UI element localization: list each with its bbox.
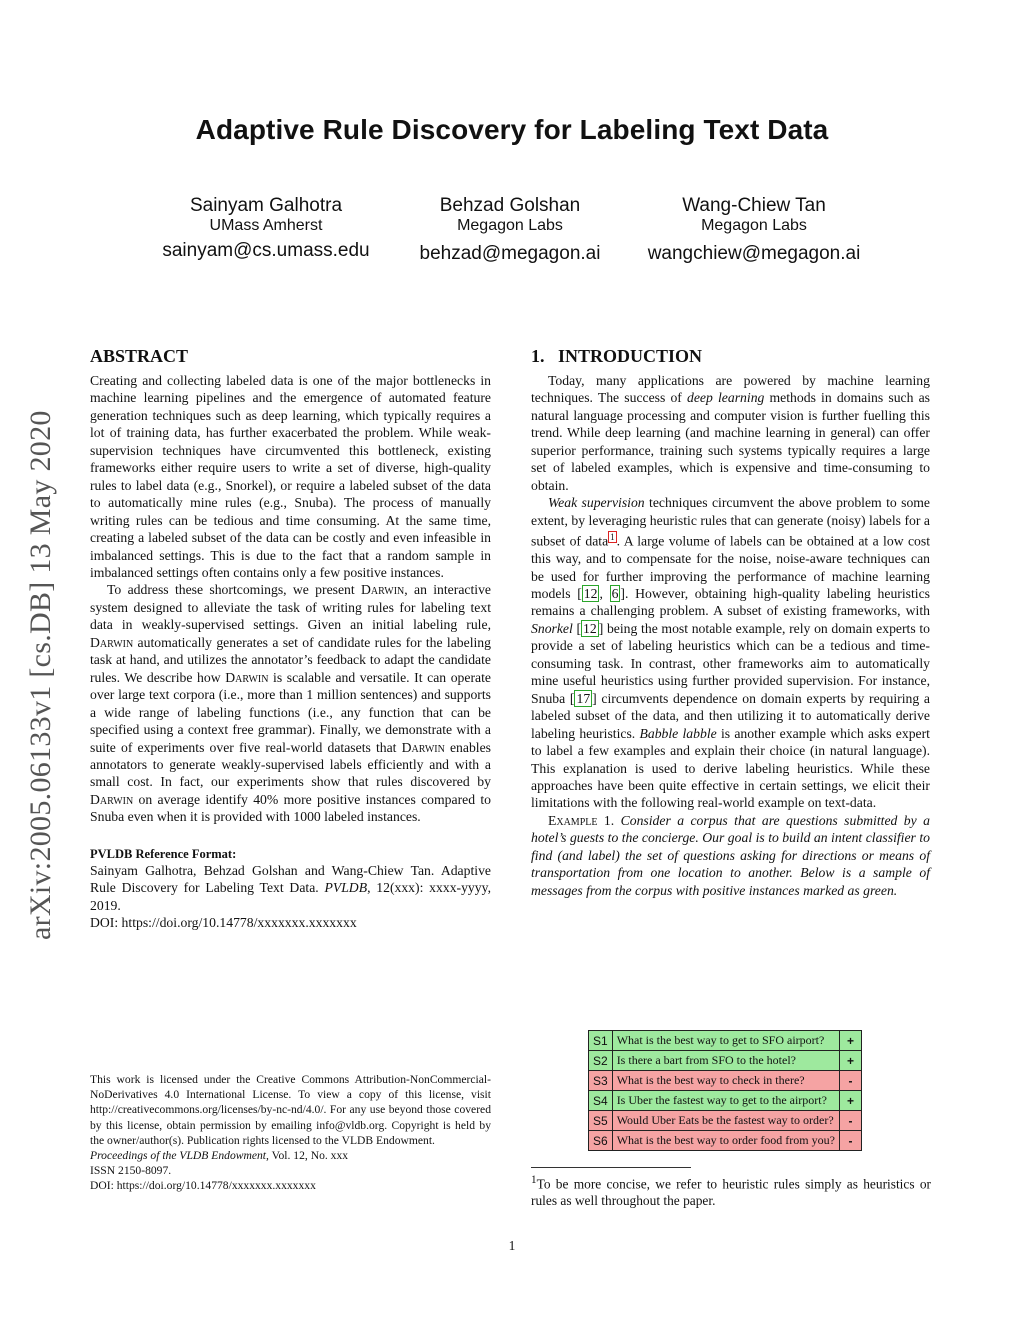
author-name: Wang-Chiew Tan xyxy=(682,195,826,216)
example-1: Example 1. Consider a corpus that are questions submitted by a hotel’s guests to the concierge. Our goal is to build an intent classifier to find (and label) the set of questions asking for directions or means of transportation from one location to another. Below is a sample of messages from the corpus with positive instances marked as green. xyxy=(531,812,930,898)
sample-id: S2 xyxy=(589,1051,613,1071)
author-email: sainyam@cs.umass.edu xyxy=(162,240,370,261)
arxiv-identifier: arXiv:2005.06133v1 [cs.DB] 13 May 2020 xyxy=(24,410,57,940)
pvldb-citation: Sainyam Galhotra, Behzad Golshan and Wang-Chiew Tan. Adaptive Rule Discovery for Labeling Text Data. PVLDB, 12(xxx): xxxx-yyyy, 2019. xyxy=(90,862,491,913)
sample-messages-table xyxy=(588,1030,862,1151)
sample-label: - xyxy=(839,1111,861,1131)
citation-link-12[interactable]: 12 xyxy=(583,586,598,601)
abstract-paragraph-1: Creating and collecting labeled data is one of the major bottlenecks in machine learning pipelines and the emergence of automated feature generation techniques such as deep learning, which typically requires a lot of training data, has further exacerbated the problem. While weak-supervision techniques have circumvented this bottleneck, existing frameworks either require users to write a set of diverse, high-quality rules to label data (e.g., Snorkel), or require a labeled subset of the data to automatically mine rules (e.g., Snuba). The process of manually writing rules can be tedious and time consuming. At the same time, creating a labeled subset of the data can be costly and even infeasible in imbalanced settings. This is due to the fact that a random sample in imbalanced settings often contains only a few positive instances. xyxy=(90,373,491,580)
sample-label: - xyxy=(839,1071,861,1091)
table-row xyxy=(589,1051,862,1071)
license-doi: DOI: https://doi.org/10.14778/xxxxxxx.xxxxxxx xyxy=(90,1179,316,1193)
sample-text: Is Uber the fastest way to get to the airport? xyxy=(612,1091,839,1111)
citation-link-6[interactable]: 6 xyxy=(611,586,619,601)
author-email: wangchiew@megagon.ai xyxy=(647,243,861,264)
sample-text: What is the best way to order food from you? xyxy=(612,1131,839,1151)
sample-text: What is the best way to check in there? xyxy=(612,1071,839,1091)
left-column xyxy=(90,345,491,932)
table-row xyxy=(589,1091,862,1111)
sample-label: - xyxy=(839,1131,861,1151)
proceedings-line: Proceedings of the VLDB Endowment, Vol. 12, No. xxx xyxy=(90,1149,349,1163)
sample-text: What is the best way to get to SFO airport? xyxy=(612,1031,839,1051)
page-number: 1 xyxy=(508,1238,516,1253)
citation-link-12[interactable]: 12 xyxy=(583,620,597,636)
footnote-link[interactable]: 1 xyxy=(610,532,615,543)
sample-id: S1 xyxy=(589,1031,613,1051)
sample-id: S3 xyxy=(589,1071,613,1091)
sample-id: S5 xyxy=(589,1111,613,1131)
citation-link-17[interactable]: 17 xyxy=(576,690,591,706)
intro-paragraph-2: Weak supervision techniques circumvent the above problem to some extent, by leveraging heuristic rules that can generate (noisy) labels for a subset of data $^1$ . A large volume of labels can be obtained at a low cost this way, and to compensate for the noise, noise-aware techniques can be used for further improving the performance of machine learning models [ 12 , 6 ]. However, obtaining high-quality labeling heuristics remains a challenging problem. A subset of existing frameworks, with Snorkel [ 12 ] being the most notable example, rely on domain experts to provide a set of labeling heuristics which can be a tedious and time-consuming task. In contrast, other frameworks aim to automatically mine useful heuristics using further provided supervision. For instance, Snuba [ 17 ] circumvents dependence on domain experts by requiring a labeled subset of the data, and then utilizing it to automatically derive labeling heuristics. Babble labble is another example which asks expert to label a few examples and explain their choice (in natural language). This explanation is used to derive labeling heuristics. While these approaches have been quite effective in certain settings, we elicit their limitations with the following real-world example on text-data. xyxy=(531,495,931,811)
sample-label: + xyxy=(839,1091,861,1111)
footnote-rule xyxy=(531,1167,691,1168)
sample-id: S4 xyxy=(589,1091,613,1111)
abstract-heading: ABSTRACT xyxy=(90,346,189,366)
author-name: Behzad Golshan xyxy=(439,195,581,216)
pvldb-doi: DOI: https://doi.org/10.14778/xxxxxxx.xxxxxxx xyxy=(90,915,357,931)
license-text: This work is licensed under the Creative Commons Attribution-NonCommercial-NoDerivatives 4.0 International License. To view a copy of this license, visit http://creativecommons.org/licenses/by-nc-nd/4.0/. For any use beyond those covered by this license, obtain permission by emailing info@vldb.org. Copyright is held by the owner/author(s). Publication rights licensed to the VLDB Endowment. xyxy=(90,1073,491,1147)
sample-id: S6 xyxy=(589,1131,613,1151)
author-name: Sainyam Galhotra xyxy=(189,195,343,216)
intro-heading: 1. INTRODUCTION xyxy=(531,346,703,366)
sample-text: Would Uber Eats be the fastest way to order? xyxy=(612,1111,839,1131)
table-row xyxy=(589,1031,862,1051)
table-row xyxy=(589,1111,862,1131)
author-affiliation: Megagon Labs xyxy=(457,217,563,234)
author-2 xyxy=(396,195,624,265)
author-3 xyxy=(636,195,872,265)
footnote: $^1$To be more concise, we refer to heuristic rules simply as heuristics or rules as well throughout the paper. xyxy=(531,1174,931,1208)
paper-title: Adaptive Rule Discovery for Labeling Text Data xyxy=(195,114,829,145)
sample-text: Is there a bart from SFO to the hotel? xyxy=(612,1051,839,1071)
sample-label: + xyxy=(839,1031,861,1051)
table-row xyxy=(589,1131,862,1151)
author-email: behzad@megagon.ai xyxy=(419,243,601,264)
license-block xyxy=(90,1072,491,1194)
author-affiliation: UMass Amherst xyxy=(209,217,323,234)
abstract-paragraph-2: To address these shortcomings, we present Darwin, an interactive system designed to alleviate the task of writing rules for labeling text data in weakly-supervised settings. Given an initial labeling rule, Darwin automatically generates a set of candidate rules for the labeling task at hand, and utilizes the annotator’s feedback to adapt the candidate rules. We describe how Darwin is scalable and versatile. It can operate over large text corpora (i.e., more than 1 million sentences) and supports a wide range of labeling functions (i.e., any function that can be specified using a context free grammar). Finally, we demonstrate with a suite of experiments over five real-world datasets that Darwin enables annotators to generate weakly-supervised labels efficiently and with a small cost. In fact, our experiments show that rules discovered by Darwin on average identify 40% more positive instances compared to Snuba even when it is provided with 1000 labeled instances. xyxy=(90,582,491,825)
pvldb-heading: PVLDB Reference Format: xyxy=(90,846,237,861)
author-1 xyxy=(150,195,382,262)
author-affiliation: Megagon Labs xyxy=(701,217,807,234)
intro-paragraph-1: Today, many applications are powered by machine learning techniques. The success of deep learning methods in domains such as natural language processing and computer vision is further fuelling this trend. While deep learning (and machine learning in general) can offer superior performance, training such systems typically requires a large set of labeled examples, which is expensive and time-consuming to obtain. xyxy=(531,373,930,493)
table-row xyxy=(589,1071,862,1091)
sample-label: + xyxy=(839,1051,861,1071)
right-column xyxy=(531,345,930,899)
issn-line: ISSN 2150-8097. xyxy=(90,1164,172,1178)
